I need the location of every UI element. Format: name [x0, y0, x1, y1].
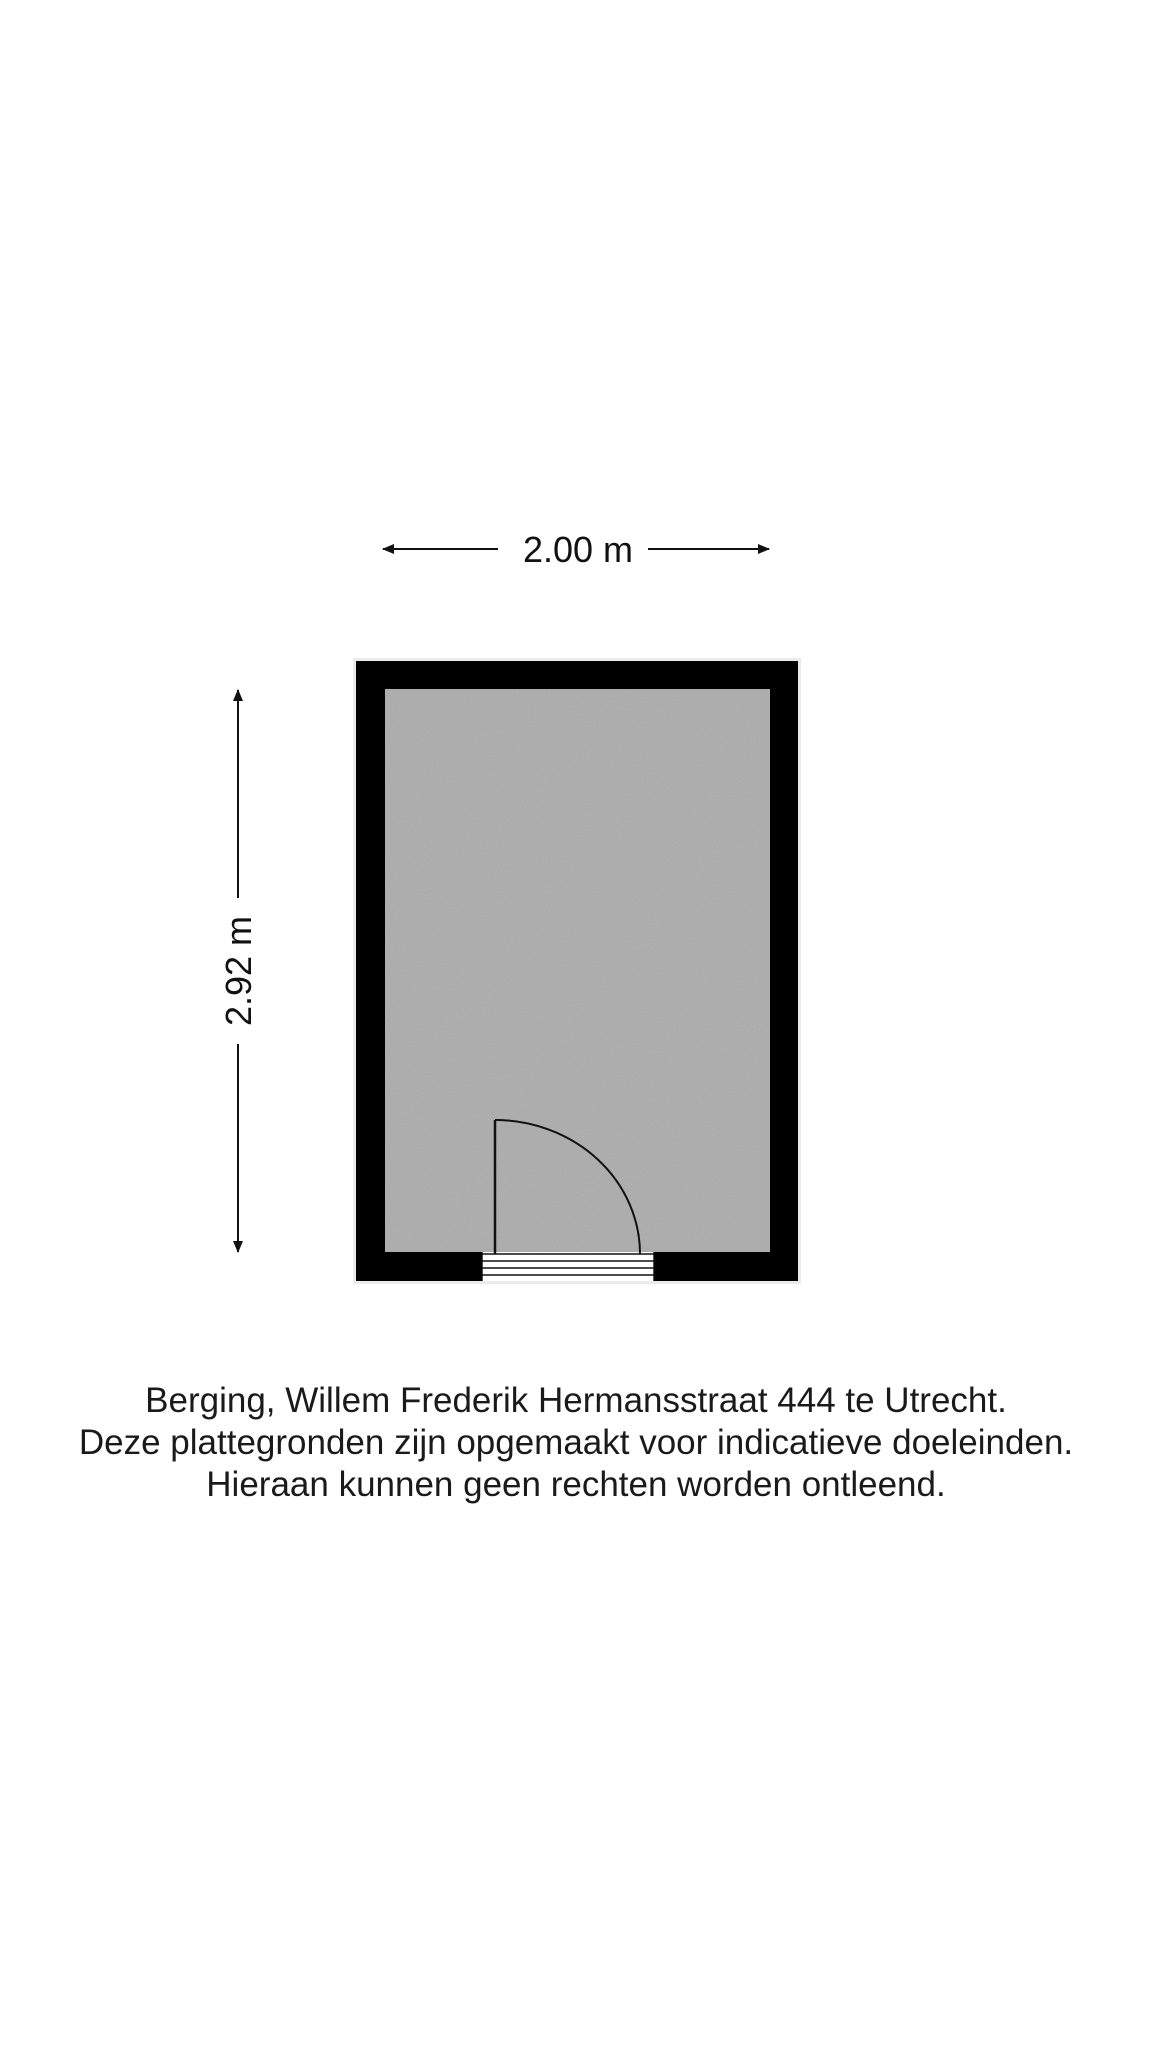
height-dimension-label: 2.92 m — [218, 915, 259, 1027]
width-dimension-label: 2.00 m — [522, 529, 634, 570]
caption-rights-line: Hieraan kunnen geen rechten worden ontleend. — [206, 1465, 946, 1504]
width-dimension — [383, 529, 769, 570]
door-opening — [482, 1252, 654, 1281]
floor-plan-caption — [0, 1380, 1152, 1506]
floor-texture — [385, 689, 770, 1252]
room-berging — [353, 658, 801, 1284]
caption-disclaimer-line: Deze plattegronden zijn opgemaakt voor indicatieve doeleinden. — [78, 1423, 1074, 1462]
caption-address-line: Berging, Willem Frederik Hermansstraat 444 te Utrecht. — [145, 1381, 1007, 1420]
height-dimension — [218, 690, 259, 1252]
